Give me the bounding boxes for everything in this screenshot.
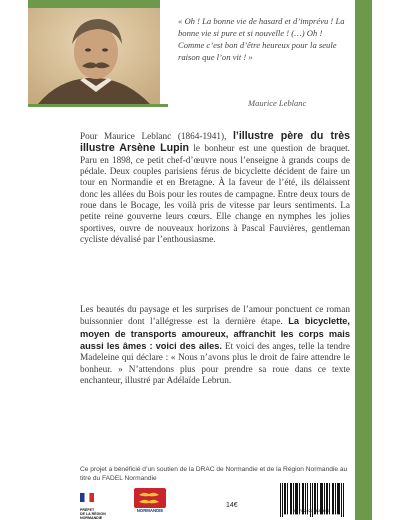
price: 14€	[226, 502, 238, 509]
normandy-leopards-icon	[128, 487, 172, 509]
prefet-line-3: NORMANDIE	[80, 516, 103, 520]
prefet-line-2: DE LA RÉGION	[80, 512, 106, 516]
blurb-p1-rest: le bonheur est une question de braquet. Paru en 1898, ce petit chef-d’œuvre nous l’enseigne à grands coups de pédale. Deux couples parisiens férus de bicyclette décident de faire un tour en Normandie et en Bretagne. À la faveur de l’été, ils délaissent donc les allées du Bois pour les routes de campagne. Entre deux tours de roue dans le Bocage, les voilà pris de vitesse par leurs sentiments. La petite reine gouverne leurs cœurs. Elle change en nymphes les jolies sportives, ouvre de nouveaux horizons à Pascal Fauvières, gentleman cycliste dévalisé par l’enthousiasme.	[80, 144, 350, 246]
blurb-p1-bold: l’illustre père du très illustre Arsène Lupin	[80, 130, 350, 155]
funding-note: Ce projet a bénéficié d’un soutien de la DRAC de Normandie et de la Région Normandie au titre du FADEL Normandie	[80, 466, 348, 482]
quote-author: Maurice Leblanc	[248, 98, 307, 108]
blurb-p2-bold: La bicyclette, moyen de transports amoureux, affranchit les corps mais aussi les âmes : voici des ailes.	[80, 316, 350, 352]
blurb-p2-rest: Et voici des anges, telle la tendre Madeleine qui déclare : « Nous n’avons plus le droit de faire attendre le bonheur. » N’attendons plus pour prendre sa roue dans ce texte enchanteur, illustré par Adélaïde Lebrun.	[80, 342, 350, 387]
isbn-digits: 9 782493 620893	[293, 510, 330, 514]
top-accent-bar	[28, 0, 160, 8]
quote-divider	[28, 104, 168, 107]
blurb-p1-lead: Pour Maurice Leblanc (1864-1941),	[80, 132, 233, 142]
blurb-paragraph-1	[80, 131, 350, 246]
author-portrait	[28, 0, 160, 104]
region-normandie-logo	[128, 487, 172, 517]
blurb-p2-lead: Les beautés du paysage et les surprises de l’amour ponctuent ce roman buissonnier dont l’allégresse est la dernière étape.	[80, 305, 350, 328]
epigraph-quote: « Oh ! La bonne vie de hasard et d’imprévu ! La bonne vie si pure et si nouvelle ! (…) Oh ! Comme c’est bon d’être heureux pour la seule raison que l’on vit ! »	[178, 16, 345, 62]
marianne-flag-icon	[80, 493, 94, 502]
prefet-line-1: PRÉFET	[80, 508, 95, 512]
blurb-paragraph-2	[80, 305, 350, 387]
prefet-logo	[80, 489, 112, 520]
right-accent-bar	[355, 0, 372, 520]
region-name: NORMANDIE	[136, 508, 164, 513]
